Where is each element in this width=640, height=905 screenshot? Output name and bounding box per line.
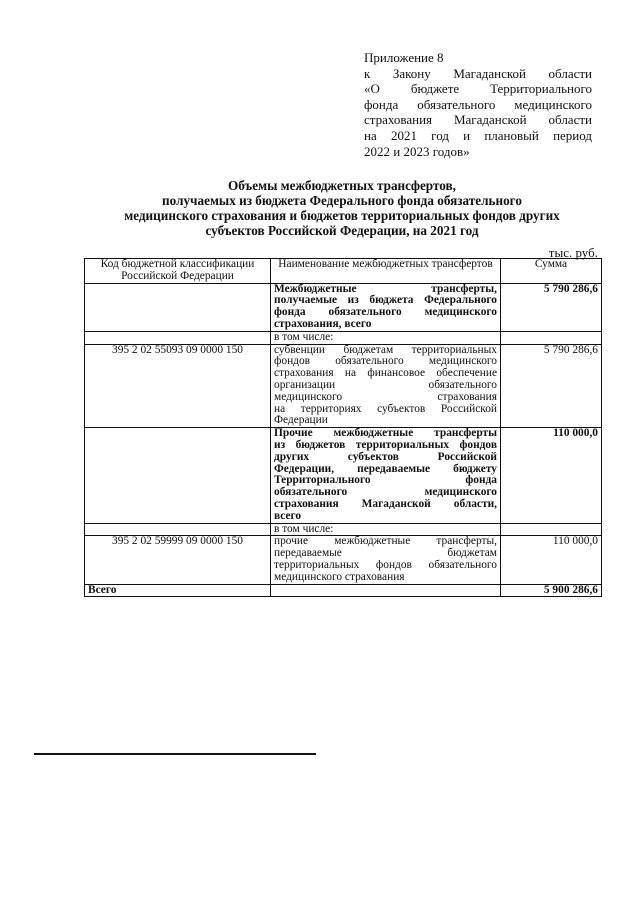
title-line: Объемы межбюджетных трансфертов, (228, 178, 456, 193)
table-row (85, 283, 602, 331)
name-line: обязательного медицинского (274, 486, 497, 499)
row-code (85, 283, 271, 331)
title-line: получаемых из бюджета Федерального фонда обязательного (162, 193, 522, 208)
name-line: получаемые из бюджета Федерального (274, 294, 497, 307)
table-row (85, 428, 602, 523)
name-line: страхования на финансовое обеспечение (274, 367, 497, 380)
name-line: медицинского страхования (274, 570, 405, 583)
row-sum (501, 331, 602, 344)
row-sum: 110 000,0 (501, 536, 602, 584)
header-sum: Сумма (501, 259, 602, 284)
name-line: Территориального фонда (274, 474, 497, 487)
table-row (85, 331, 602, 344)
row-name (271, 344, 501, 428)
name-line: организации обязательного (274, 378, 497, 391)
name-line: всего (274, 509, 302, 522)
unit-label: тыс. руб. (548, 245, 598, 260)
name-line: фонда обязательного медицинского (274, 306, 497, 319)
name-line: территориальных фондов обязательного (274, 558, 497, 571)
row-code: 395 2 02 59999 09 0000 150 (85, 536, 271, 584)
name-line: передаваемые бюджетам (274, 547, 497, 560)
name-line: медицинского страхования (274, 390, 497, 403)
row-code: 395 2 02 55093 09 0000 150 (85, 344, 271, 428)
row-code (85, 331, 271, 344)
table-row (85, 523, 602, 536)
total-row (85, 584, 602, 597)
appendix-line: «О бюджете Территориального (364, 81, 592, 97)
footer-divider (34, 753, 316, 755)
appendix-line: 2022 и 2023 годов» (364, 143, 470, 159)
transfers-table (84, 258, 602, 597)
table-header-row (85, 259, 602, 284)
name-line: страхования Магаданской области, (274, 497, 497, 510)
name-line: других субъектов Российской (274, 450, 497, 463)
title-line: медицинского страхования и бюджетов территориальных фондов других (124, 208, 560, 223)
table-row (85, 344, 602, 428)
name-line: фондов обязательного медицинского (274, 355, 497, 368)
name-line: на территориях субъектов Российской (274, 402, 497, 415)
total-sum: 5 900 286,6 (501, 584, 602, 597)
row-name: в том числе: (271, 523, 501, 536)
appendix-note (364, 50, 592, 159)
title-line: субъектов Российской Федерации, на 2021 год (205, 223, 479, 238)
name-line: страхования, всего (274, 317, 372, 330)
row-sum: 110 000,0 (501, 428, 602, 523)
row-code (85, 428, 271, 523)
appendix-line: страхования Магаданской области (364, 112, 592, 128)
row-code (85, 523, 271, 536)
total-label: Всего (85, 584, 271, 597)
appendix-line: Приложение 8 (364, 50, 444, 65)
header-code: Код бюджетной классификации Российской Федерации (85, 259, 271, 284)
appendix-line: на 2021 год и плановый период (364, 127, 592, 143)
name-line: Федерации (274, 414, 328, 427)
name-line: Прочие межбюджетные трансферты (274, 427, 497, 440)
document-title (84, 178, 600, 238)
name-line: прочие межбюджетные трансферты, (274, 535, 497, 548)
appendix-line: к Закону Магаданской области (364, 65, 592, 81)
row-sum: 5 790 286,6 (501, 344, 602, 428)
row-name (271, 428, 501, 523)
name-line: Федерации, передаваемые бюджету (274, 462, 497, 475)
row-name (271, 536, 501, 584)
name-line: Межбюджетные трансферты, (274, 282, 497, 295)
total-name-empty (271, 584, 501, 597)
name-line: субвенции бюджетам территориальных (274, 343, 497, 356)
row-sum: 5 790 286,6 (501, 283, 602, 331)
appendix-line: фонда обязательного медицинского (364, 96, 592, 112)
row-sum (501, 523, 602, 536)
table-row (85, 536, 602, 584)
row-name (271, 283, 501, 331)
name-line: из бюджетов территориальных фондов (274, 438, 497, 451)
header-name: Наименование межбюджетных трансфертов (271, 259, 501, 284)
row-name: в том числе: (271, 331, 501, 344)
